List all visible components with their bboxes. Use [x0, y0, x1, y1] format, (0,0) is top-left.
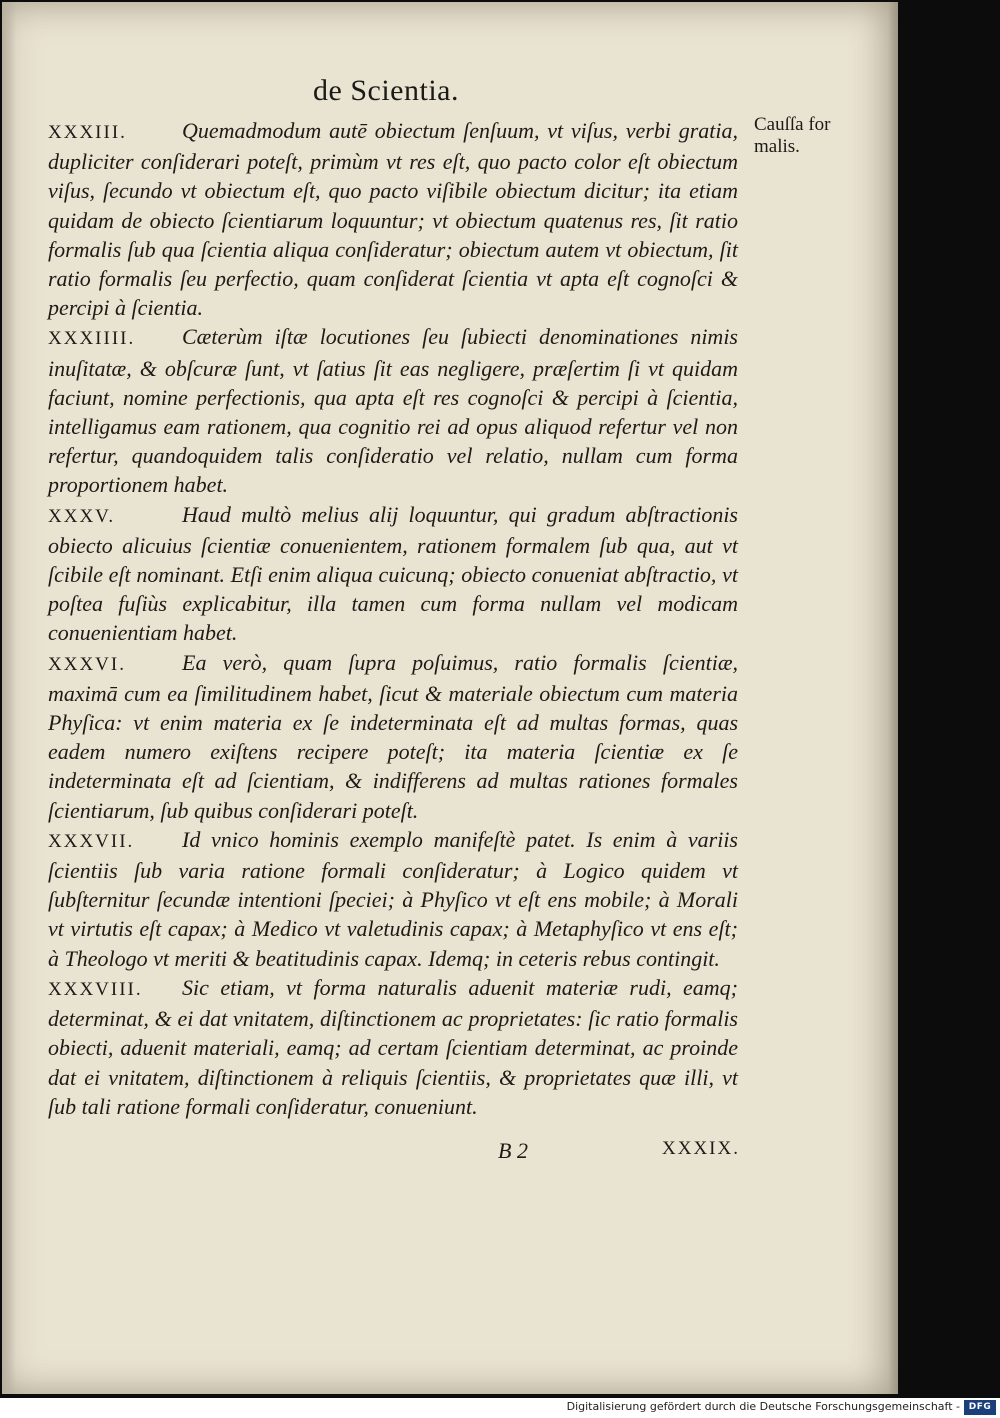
paragraph-number: XXXVII. — [48, 830, 135, 852]
paragraph-number: XXXIII. — [48, 122, 127, 143]
paragraph-text: Quemadmodum autē obiectum ſenſuum, vt viſus, verbi gratia, dupliciter conſiderari poteſt, primùm vt res eſt, quo pacto color eſt obiectum viſus, ſecundo vt obiectum eſt, quo pacto viſibile obiectum dicitur; ita etiam quidam de obiecto ſcientiarum loquuntur; vt obiectum quatenus res, ſit ratio formalis ſub qua ſcientia aliqua conſideratur; obiectum autem vt obiectum, ſit ratio formalis ſeu perfectio, quam conſiderat ſcientia vt apta eſt cognoſci & percipi à ſcientia. — [48, 118, 738, 321]
paragraph-33 — [48, 116, 738, 322]
page-gutter-shadow — [2, 2, 16, 1394]
paragraph-36 — [48, 648, 738, 825]
paragraph-text: Cæterùm iſtæ locutiones ſeu ſubiecti denominationes nimis inuſitatæ, & obſcuræ ſunt, vt ſatius ſit eas negligere, præſertim ſi vt quidam faciunt, nomine perfectionis, qua apta eſt res cognoſci & percipi à ſcientia, intelligamus eam rationem, qua cognitio rei ad opus aliquod refertur vel non refertur, quandoquidem talis conſideratio vel relatio, nullam cum forma proportionem habet. — [48, 324, 738, 498]
paragraph-number: XXXVI. — [48, 653, 126, 675]
paragraph-number: XXXVIII. — [48, 978, 143, 1000]
page-edge-shadow — [888, 2, 898, 1394]
paragraph-34 — [48, 322, 738, 499]
paragraph-number: XXXIIII. — [48, 328, 136, 350]
funding-note: Digitalisierung gefördert durch die Deutsche Forschungsgemeinschaft - — [566, 1400, 960, 1413]
signature-mark: B 2 — [498, 1138, 528, 1163]
dfg-logo-icon: DFG — [964, 1400, 996, 1415]
paragraph-37 — [48, 825, 738, 973]
marginal-note: Cauſſa for malis. — [754, 114, 831, 157]
paragraph-text: Sic etiam, vt forma naturalis aduenit materiæ rudi, eamq; determinat, & ei dat vnitatem, diſtinctionem ac proprietates: ſic ratio formalis obiecti, aduenit materiali, eamq; ad certam ſcientiam determinat, ac proinde dat ei vnitatem, diſtinctionem à reliquis ſcientiis, & proprietates quæ illi, vt ſub tali ratione formali conſideratur, conueniunt. — [48, 974, 738, 1119]
catchword: XXXIX. — [662, 1138, 740, 1159]
running-head: de Scientia. — [313, 74, 459, 107]
footer-bar — [0, 1398, 1000, 1418]
book-page — [2, 2, 898, 1394]
paragraph-text: Haud multò melius alij loquuntur, qui gradum abſtractionis obiecto alicuius ſcientiæ conuenientem, rationem formalem ſub qua, aut vt ſcibile eſt nominant. Etſi enim aliqua cuicunq; obiecto conueniat abſtractio, vt poſtea fuſiùs explicabitur, illa tamen cum forma nullam vel modicam conuenientiam habet. — [48, 501, 738, 646]
paragraph-number: XXXV. — [48, 505, 116, 527]
paragraph-38 — [48, 973, 738, 1121]
body-text — [48, 116, 738, 1121]
paragraph-text: Ea verò, quam ſupra poſuimus, ratio formalis ſcientiæ, maximā cum ea ſimilitudinem habet, ſicut & materiale obiectum cum materia Phyſica: vt enim materia ex ſe indeterminata eſt ad multas formas, quas eadem numero exiſtens recipere poteſt; ita materia ſcientiæ ex ſe indeterminata eſt ad ſcientiam, & indifferens ad multas rationes formales ſcientiarum, ſub quibus conſiderari poteſt. — [48, 649, 738, 823]
paragraph-text: Id vnico hominis exemplo manifeſtè patet. Is enim à variis ſcientiis ſub varia ratione formali conſideratur; à Logico quidem vt ſubſternitur ſecundæ intentioni ſpeciei; à Phyſico vt eſt ens mobile; à Morali vt virtutis eſt capax; à Medico vt valetudinis capax; à Metaphyſico vt ens eſt; à Theologo vt meriti & beatitudinis capax. Idemq; in ceteris rebus contingit. — [48, 826, 738, 971]
paragraph-35 — [48, 500, 738, 648]
